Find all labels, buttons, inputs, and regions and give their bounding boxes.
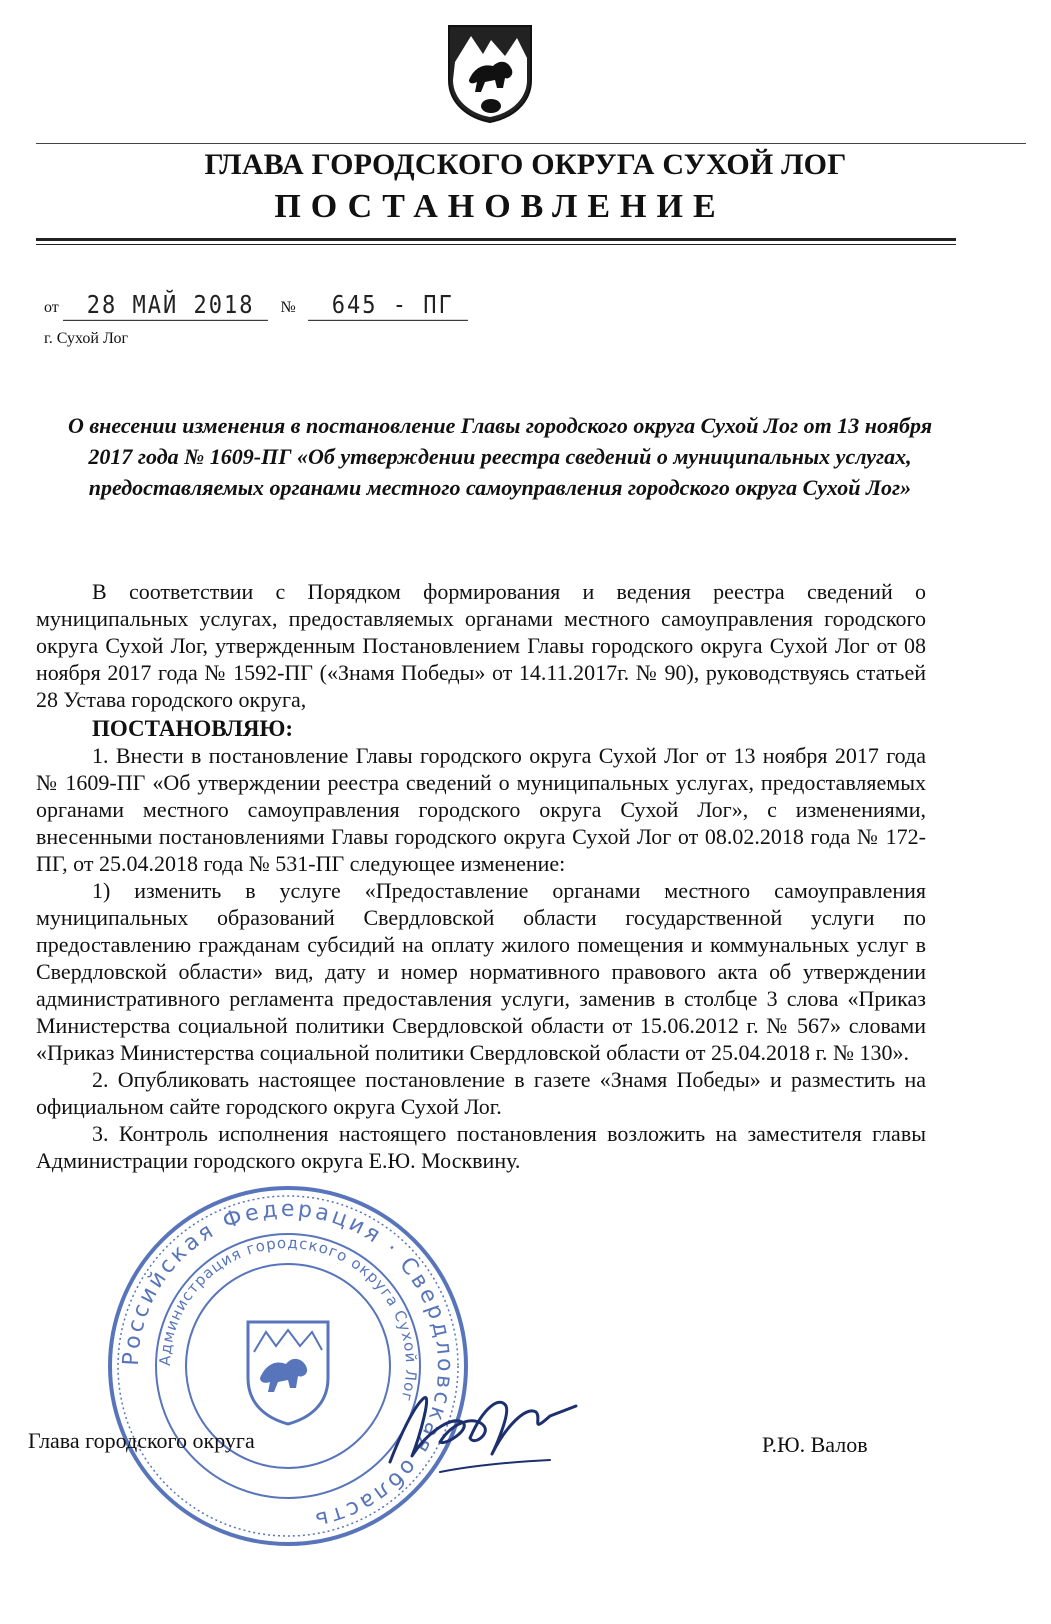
document-date: 28 МАЙ 2018 [63,291,269,321]
handwritten-signature [380,1376,580,1486]
document-number: 645 - ПГ [308,291,468,321]
stamp-emblem-icon [248,1322,328,1424]
signatory-name: Р.Ю. Валов [762,1432,868,1457]
stamp-outer-text: Российская Федерация · Свердловская область [118,1196,458,1533]
organization-title: ГЛАВА ГОРОДСКОГО ОКРУГА СУХОЙ ЛОГ [204,148,847,181]
header-under-rule [36,244,956,245]
date-prefix: от [44,299,59,316]
item-1-paragraph: 1. Внести в постановление Главы городского округа Сухой Лог от 13 ноября 2017 года № 1609-ПГ «Об утверждении реестра сведений о муниципальных услугах, предоставляемых органами местного самоуправления городского округа Сухой Лог», с изменениями, внесенными постановлениями Главы городского округа Сухой Лог от 08.02.2018 года № 172-ПГ, от 25.04.2018 года № 531-ПГ следующее изменение: [36,743,926,876]
header-thick-rule [36,238,956,241]
official-stamp [104,1182,472,1550]
item-2-paragraph: 2. Опубликовать настоящее постановление в газете «Знамя Победы» и разместить на официальном сайте городского округа Сухой Лог. [36,1067,926,1119]
stamp-inner-text: Администрация городского округа Сухой Лог [155,1233,421,1404]
document-subject: О внесении изменения в постановление Главы городского округа Сухой Лог от 13 ноября 2017 года № 1609-ПГ «Об утверждении реестра сведений о муниципальных услугах, предоставляемых органами местного самоуправления городского округа Сухой Лог» [67,413,933,500]
item-3-paragraph: 3. Контроль исполнения настоящего постановления возложить на заместителя главы Администрации городского округа Е.Ю. Москвину. [36,1121,926,1173]
signatory-position: Глава городского округа [28,1428,255,1453]
number-prefix: № [280,299,296,316]
document-body [36,578,926,1174]
date-number-line [44,293,468,319]
city-label: г. Сухой Лог [44,330,128,347]
document-type-title: ПОСТАНОВЛЕНИЕ [274,188,726,225]
preamble-paragraph: В соответствии с Порядком формирования и ведения реестра сведений о муниципальных услугах, предоставляемых органами местного самоуправления городского округа Сухой Лог, утвержденным Постановлением Главы городского округа Сухой Лог от 08 ноября 2017 года № 1592-ПГ («Знамя Победы» от 14.11.2017г. № 90), руководствуясь статьей 28 Устава городского округа, [36,579,926,712]
header-top-rule [36,143,1026,144]
coat-of-arms-emblem [445,22,535,124]
item-1-1-paragraph: 1) изменить в услуге «Предоставление органами местного самоуправления муниципальных образований Свердловской области государственной услуги по предоставлению гражданам субсидий на оплату жилого помещения и коммунальных услуг в Свердловской области» вид, дату и номер нормативного правового акта об утверждении административного регламента предоставления услуги, заменив в столбце 3 слова «Приказ Министерства социальной политики Свердловской области от 15.06.2012 г. № 567» словами «Приказ Министерства социальной политики Свердловской области от 25.04.2018 г. № 130». [36,878,926,1065]
decree-heading: ПОСТАНОВЛЯЮ: [92,716,294,741]
